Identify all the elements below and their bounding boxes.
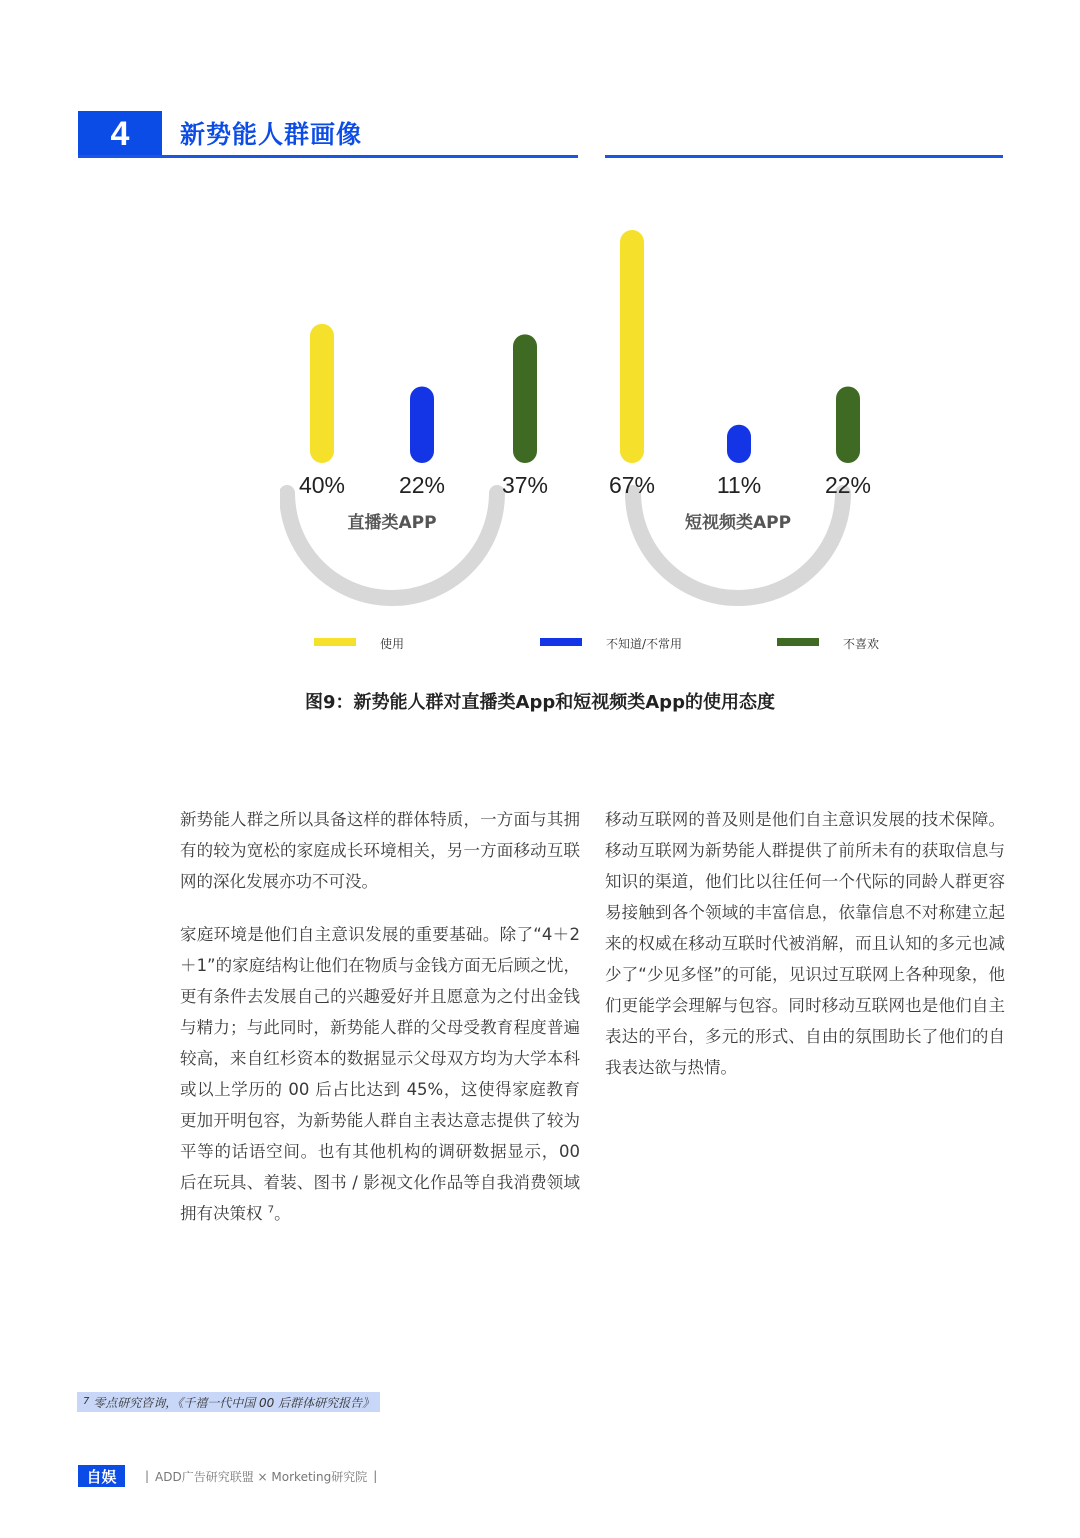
bar [727, 425, 751, 463]
figure-caption: 图9：新势能人群对直播类App和短视频类App的使用态度 [305, 692, 775, 713]
bar-chart [280, 210, 900, 670]
footer-separator: | [373, 1469, 378, 1483]
bar [836, 386, 860, 463]
bar [310, 324, 334, 463]
body-column-left [180, 804, 580, 1251]
data-label: 11% [716, 472, 762, 498]
footnote-text: 零点研究咨询，《千禧一代中国 00 后群体研究报告》 [93, 1395, 375, 1410]
data-label: 37% [501, 472, 549, 498]
header-rule-right [605, 155, 1003, 158]
legend-label: 不喜欢 [843, 637, 880, 651]
footer [145, 1466, 377, 1486]
category-label: 短视频类APP [684, 513, 792, 533]
data-label: 40% [298, 472, 346, 498]
legend-label: 不知道/不常用 [606, 637, 683, 651]
paragraph [180, 919, 580, 1229]
legend-swatch [314, 638, 356, 646]
bar [513, 334, 537, 463]
data-label: 22% [398, 472, 446, 498]
group-arc [287, 493, 497, 598]
section-number: 4 [78, 111, 162, 157]
paragraph-end: 。 [274, 1204, 291, 1223]
footnote-ref: 7 [267, 1204, 275, 1216]
data-label: 67% [608, 472, 656, 498]
footnote: 7 零点研究咨询，《千禧一代中国 00 后群体研究报告》 [77, 1392, 380, 1412]
legend-label: 使用 [380, 637, 405, 651]
paragraph: 新势能人群之所以具备这样的群体特质，一方面与其拥有的较为宽松的家庭成长环境相关，另一方面移动互联网的深化发展亦功不可没。 [180, 810, 580, 891]
header-rule-left [78, 155, 578, 158]
category-label: 直播类APP [347, 513, 437, 533]
bar [620, 230, 644, 463]
paragraph: 移动互联网的普及则是他们自主意识发展的技术保障。移动互联网为新势能人群提供了前所未有的获取信息与知识的渠道，他们比以往任何一个代际的同龄人群更容易接触到各个领域的丰富信息，依靠信息不对称建立起来的权威在移动互联时代被消解，而且认知的多元也减少了“少见多怪”的可能，见识过互联网上各种现象，他们更能学会理解与包容。同时移动互联网也是他们自主表达的平台，多元的形式、自由的氛围助长了他们的自我表达欲与热情。 [605, 810, 1005, 1077]
data-label: 22% [824, 472, 872, 498]
body-column-right [605, 804, 1005, 1105]
paragraph-text: 家庭环境是他们自主意识发展的重要基础。除了“4＋2＋1”的家庭结构让他们在物质与金钱方面无后顾之忧，更有条件去发展自己的兴趣爱好并且愿意为之付出金钱与精力；与此同时，新势能人群的父母受教育程度普遍较高，来自红杉资本的数据显示父母双方均为大学本科或以上学历的 00 后占比达到 45%，这使得家庭教育更加开明包容，为新势能人群自主表达意志提供了较为平等的话语空间。也有其他机构的调研数据显示，00 后在玩具、着装、图书 / 影视文化作品等自我消费领域拥有决策权 [180, 925, 580, 1223]
section-title: 新势能人群画像 [180, 120, 363, 149]
footer-publisher: ADD广告研究联盟 × Morketing研究院 [155, 1469, 368, 1484]
legend-swatch [540, 638, 582, 646]
bar [410, 386, 434, 463]
footer-separator: | [145, 1469, 150, 1483]
group-arc [633, 493, 843, 598]
legend-swatch [777, 638, 819, 646]
footer-badge: 自娱 [78, 1465, 125, 1487]
